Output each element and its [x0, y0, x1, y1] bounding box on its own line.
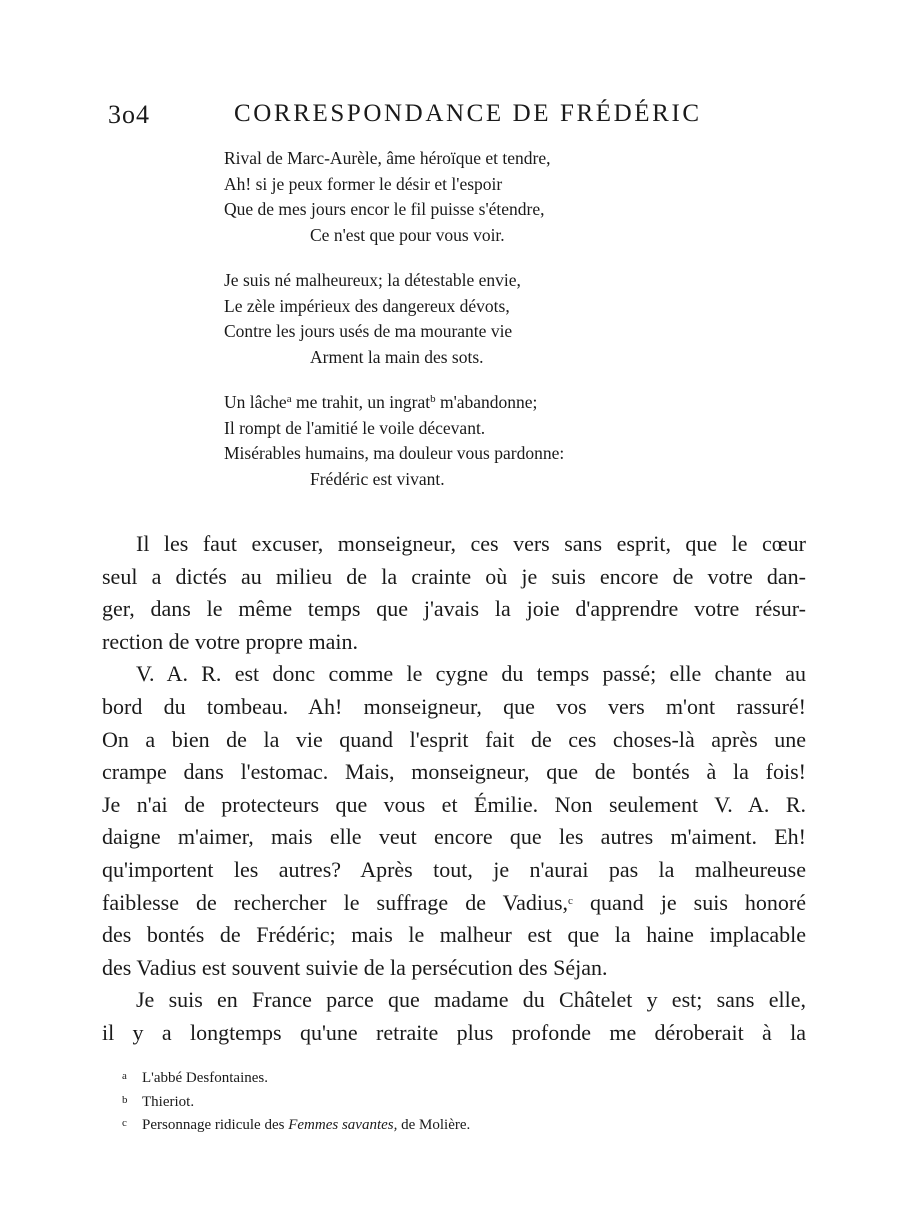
running-title: CORRESPONDANCE DE FRÉDÉRIC: [234, 100, 702, 127]
verse-line: Que de mes jours encor le fil puisse s'étendre,: [224, 199, 545, 219]
text-line: Je n'ai de protecteurs que vous et Émilie. Non seulement V. A. R.: [102, 791, 806, 817]
footnote-b: [122, 1090, 470, 1114]
footnote-text: L'abbé Desfontaines.: [142, 1070, 268, 1086]
footnote-ref-b: b: [430, 393, 436, 405]
verse-text: Un lâche: [224, 392, 287, 412]
footnote-italic-title: Femmes savantes,: [288, 1117, 398, 1133]
verse-line: Rival de Marc-Aurèle, âme héroïque et tendre,: [224, 148, 551, 168]
text-line: bord du tombeau. Ah! monseigneur, que vos vers m'ont rassuré!: [102, 693, 806, 719]
text-line: Je suis en France parce que madame du Châtelet y est; sans elle,: [136, 987, 806, 1013]
verse-line: [224, 390, 684, 416]
paragraph-1: [102, 528, 806, 658]
text-line: crampe dans l'estomac. Mais, monseigneur, que de bontés à la fois!: [102, 759, 806, 785]
paragraph-3: [102, 984, 806, 1049]
verse-line: Je suis né malheureux; la détestable envie,: [224, 270, 521, 290]
verse-line: Misérables humains, ma douleur vous pardonne:: [224, 443, 565, 463]
text-line: V. A. R. est donc comme le cygne du temps passé; elle chante au: [136, 661, 806, 687]
text-line: qu'importent les autres? Après tout, je n'aurai pas la malheureuse: [102, 856, 806, 882]
footnote-mark: b: [122, 1093, 128, 1106]
text-line: il y a longtemps qu'une retraite plus profonde me déroberait à la: [102, 1019, 806, 1045]
footnote-mark: c: [122, 1117, 127, 1129]
verse-line: Contre les jours usés de ma mourante vie: [224, 321, 513, 341]
text-line: des Vadius est souvent suivie de la persécution des Séjan.: [102, 954, 608, 980]
text-segment: faiblesse de rechercher le suffrage de Vadius,: [102, 889, 569, 915]
prose-body: [102, 528, 806, 1050]
footnote-mark: a: [122, 1070, 127, 1082]
text-line: ger, dans le même temps que j'avais la joie d'apprendre votre résur-: [102, 596, 806, 622]
text-line: Il les faut excuser, monseigneur, ces vers sans esprit, que le cœur: [136, 531, 806, 556]
paragraph-2: [102, 658, 806, 984]
page-number: 3o4: [108, 100, 150, 129]
verse-line: Ce n'est que pour vous voir.: [310, 224, 505, 245]
text-line: des bontés de Frédéric; mais le malheur est que la haine implacable: [102, 922, 806, 948]
footnote-ref-c: c: [568, 894, 573, 907]
verse-line: Il rompt de l'amitié le voile décevant.: [224, 417, 486, 438]
verse-line: Le zèle impérieux des dangereux dévots,: [224, 295, 510, 316]
footnote-c: [122, 1113, 470, 1137]
text-line: [102, 887, 806, 920]
verse-line: Ah! si je peux former le désir et l'espoir: [224, 173, 503, 194]
footnote-a: [122, 1066, 470, 1090]
footnote-text: Thieriot.: [142, 1093, 195, 1110]
verse-line: Arment la main des sots.: [310, 346, 484, 367]
text-line: daigne m'aimer, mais elle veut encore que les autres m'aiment. Eh!: [102, 824, 806, 850]
footnote-text: de Molière.: [397, 1117, 471, 1133]
verse-text: me trahit, un ingrat: [291, 392, 431, 412]
text-segment: quand je suis honoré: [572, 889, 807, 915]
text-line: On a bien de la vie quand l'esprit fait de ces choses-là après une: [102, 726, 806, 752]
text-line: rection de votre propre main.: [102, 628, 358, 654]
footnote-ref-a: a: [286, 393, 292, 405]
stanza-3: [224, 390, 684, 492]
verse-text: m'abandonne;: [435, 392, 538, 412]
stanza-2: [224, 268, 684, 370]
poem: [224, 146, 684, 512]
text-line: seul a dictés au milieu de la crainte où je suis encore de votre dan-: [102, 563, 806, 589]
verse-line: Frédéric est vivant.: [310, 468, 445, 489]
footnote-text: Personnage ridicule des: [142, 1117, 289, 1133]
stanza-1: [224, 146, 684, 248]
footnotes: [122, 1066, 470, 1137]
